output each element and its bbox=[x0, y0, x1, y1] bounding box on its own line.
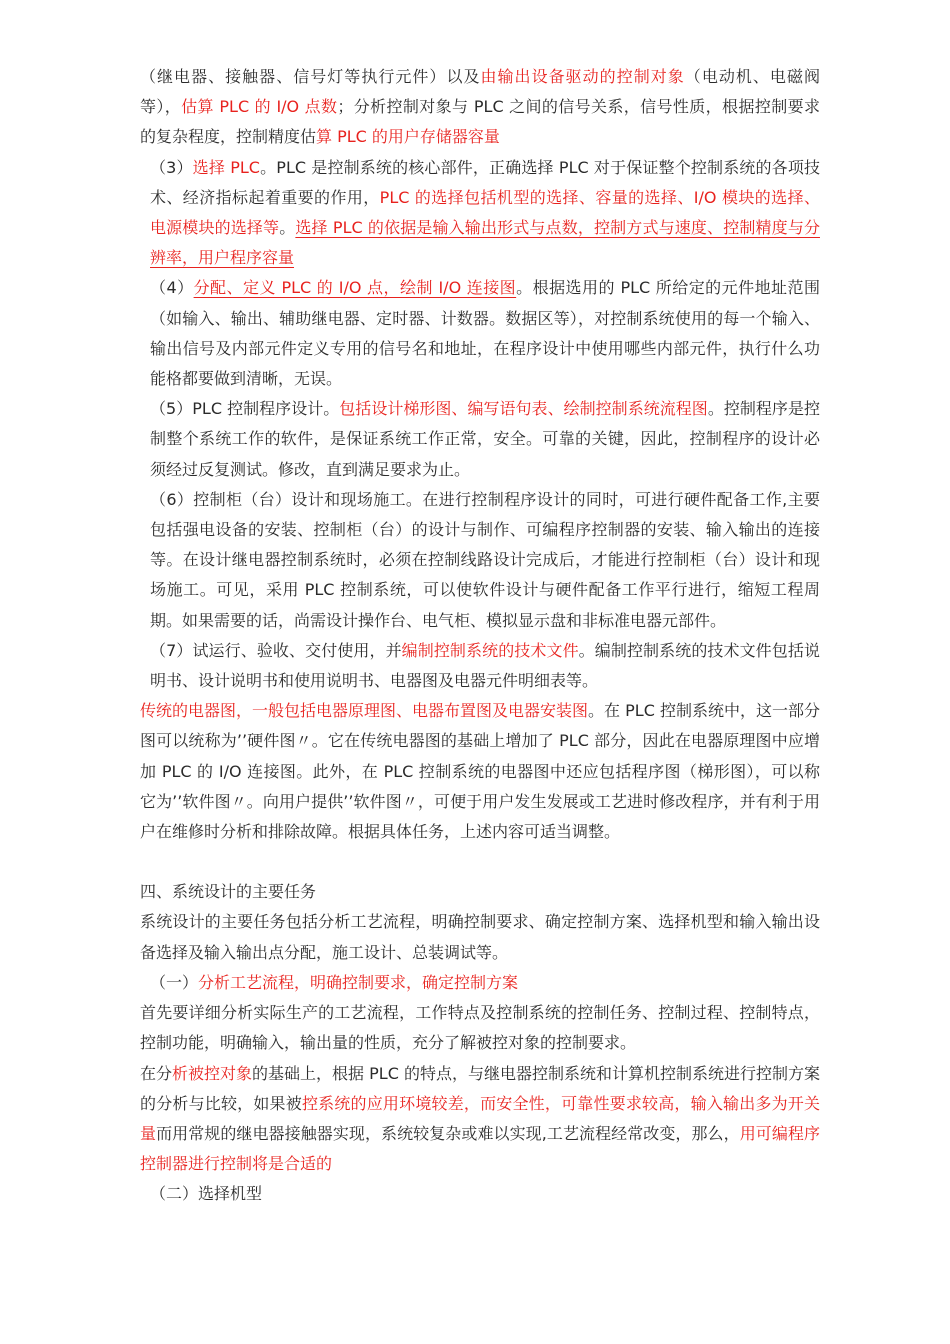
highlighted-text: 控系统的应用环境较差，而安全性，可靠性要求较高，输入输出多为开关量 bbox=[140, 1093, 820, 1143]
highlighted-text: 选择 PLC 的依据是输入输出形式与点数，控制方式与速度、控制精度与分辨率，用户程序容量 bbox=[150, 218, 820, 268]
paragraph bbox=[140, 62, 820, 153]
paragraph bbox=[140, 636, 820, 696]
body-text: 在分 bbox=[140, 1063, 173, 1083]
highlighted-text: 由输出设备驱动的控制对象 bbox=[480, 67, 685, 86]
highlighted-text: 选择 PLC bbox=[192, 157, 260, 177]
body-text: 。根据选用的 PLC 所给定的元件地址范围（如输入、输出、辅助继电器、定时器、计数器。数据区等），对控制系统使用的每一个输入、输出信号及内部元件定义专用的信号名和地址，在程序设计中使用哪些内部元件，执行什么功能格都要做到清晰，无误。 bbox=[150, 278, 820, 389]
body-text: （继电器、接触器、信号灯等执行元件）以及 bbox=[140, 67, 481, 86]
body-text: （一） bbox=[150, 972, 199, 992]
paragraph bbox=[140, 696, 820, 847]
highlighted-text: 估算 PLC 的 I/O 点数 bbox=[181, 97, 338, 117]
body-text: 。在 PLC 控制系统中，这一部分图可以统称为’’硬件图〃。它在传统电器图的基础上增加了 PLC 部分，因此在电器原理图中应增加 PLC 的 I/O 连接图。此外，在 PLC 控制系统的电器图中还应包括程序图（梯形图），可以称它为’’软件图〃。向用户提供’’软件图〃，可便于用户发生发展或工艺进时修改程序，并有利于用户在维修时分析和排除故障。根据具体任务，上述内容可适当调整。 bbox=[140, 701, 820, 842]
highlighted-text: 分配、定义 PLC 的 I/O 点，绘制 I/O 连接图 bbox=[193, 278, 517, 298]
body-text: 。控制程序是控制整个系统工作的软件，是保证系统工作正常，安全。可靠的关键，因此，控制程序的设计必须经过反复测试。修改，直到满足要求为止。 bbox=[150, 399, 820, 479]
highlighted-text: 用可编程序控制器进行控制将是合适的 bbox=[140, 1123, 820, 1174]
body-text: （6）控制柜（台）设计和现场施工。在进行控制程序设计的同时，可进行硬件配备工作,主要包括强电设备的安装、控制柜（台）的设计与制作、可编程序控制器的安装、输入输出的连接等。在设计继电器控制系统时，必须在控制线路设计完成后，才能进行控制柜（台）设计和现场施工。可见，采用 PLC 控制系统，可以使软件设计与硬件配备工作平行进行，缩短工程周期。如果需要的话，尚需设计操作台、电气柜、模拟显示盘和非标准电器元部件。 bbox=[150, 489, 820, 630]
body-text: 系统设计的主要任务包括分析工艺流程，明确控制要求、确定控制方案、选择机型和输入输出设备选择及输入输出点分配，施工设计、总装调试等。 bbox=[140, 912, 820, 962]
paragraph bbox=[140, 153, 820, 274]
highlighted-text: 分析工艺流程，明确控制要求，确定控制方案 bbox=[198, 972, 519, 992]
body-text: （5）PLC 控制程序设计。 bbox=[150, 399, 340, 419]
paragraph bbox=[140, 877, 820, 907]
highlighted-text: 传统的电器图，一般包括电器原理图、电器布置图及电器安装图 bbox=[140, 701, 589, 721]
document-body bbox=[140, 62, 820, 1210]
paragraph bbox=[140, 485, 820, 636]
paragraph bbox=[140, 998, 820, 1058]
body-text: 四、系统设计的主要任务 bbox=[140, 882, 317, 902]
paragraph bbox=[140, 968, 820, 998]
paragraph bbox=[140, 1179, 820, 1209]
paragraph bbox=[140, 273, 820, 394]
body-text: 。PLC 是控制系统的核心部件，正确选择 PLC 对于保证整个控制系统的各项技术、经济指标起着重要的作用， bbox=[150, 157, 821, 207]
body-text: 首先要详细分析实际生产的工艺流程，工作特点及控制系统的控制任务、控制过程、控制特点，控制功能，明确输入，输出量的性质，充分了解被控对象的控制要求。 bbox=[140, 1003, 820, 1053]
body-text: ；分析控制对象与 PLC 之间的信号关系，信号性质，根据控制要求的复杂程度，控制精度估 bbox=[140, 97, 820, 147]
paragraph bbox=[140, 907, 820, 967]
paragraph bbox=[140, 1059, 820, 1180]
body-text: （7）试运行、验收、交付使用，并 bbox=[150, 640, 402, 660]
paragraph-spacer bbox=[140, 847, 820, 877]
body-text: （电动机、电磁阀等）， bbox=[140, 67, 820, 117]
body-text: （4） bbox=[150, 278, 194, 298]
highlighted-text: PLC 的选择包括机型的选择、容量的选择、I/O 模块的选择、电源模块的选择等 bbox=[150, 187, 820, 238]
body-text: 。编制控制系统的技术文件包括说明书、设计说明书和使用说明书、电器图及电器元件明细表等。 bbox=[150, 640, 820, 691]
body-text: 的基础上，根据 PLC 的特点，与继电器控制系统和计算机控制系统进行控制方案的分析与比较，如果被 bbox=[140, 1063, 820, 1113]
body-text: 。 bbox=[279, 218, 296, 238]
body-text: （3） bbox=[150, 157, 193, 177]
paragraph bbox=[140, 394, 820, 485]
highlighted-text: 析被控对象 bbox=[172, 1063, 253, 1083]
body-text: （二）选择机型 bbox=[150, 1184, 263, 1204]
highlighted-text: 包括设计梯形图、编写语句表、绘制控制系统流程图 bbox=[339, 399, 708, 419]
body-text: 而用常规的继电器接触器实现，系统较复杂或难以实现,工艺流程经常改变，那么， bbox=[156, 1123, 740, 1143]
highlighted-text: 算 PLC 的用户存储器容量 bbox=[316, 127, 500, 147]
highlighted-text: 编制控制系统的技术文件 bbox=[401, 640, 579, 660]
